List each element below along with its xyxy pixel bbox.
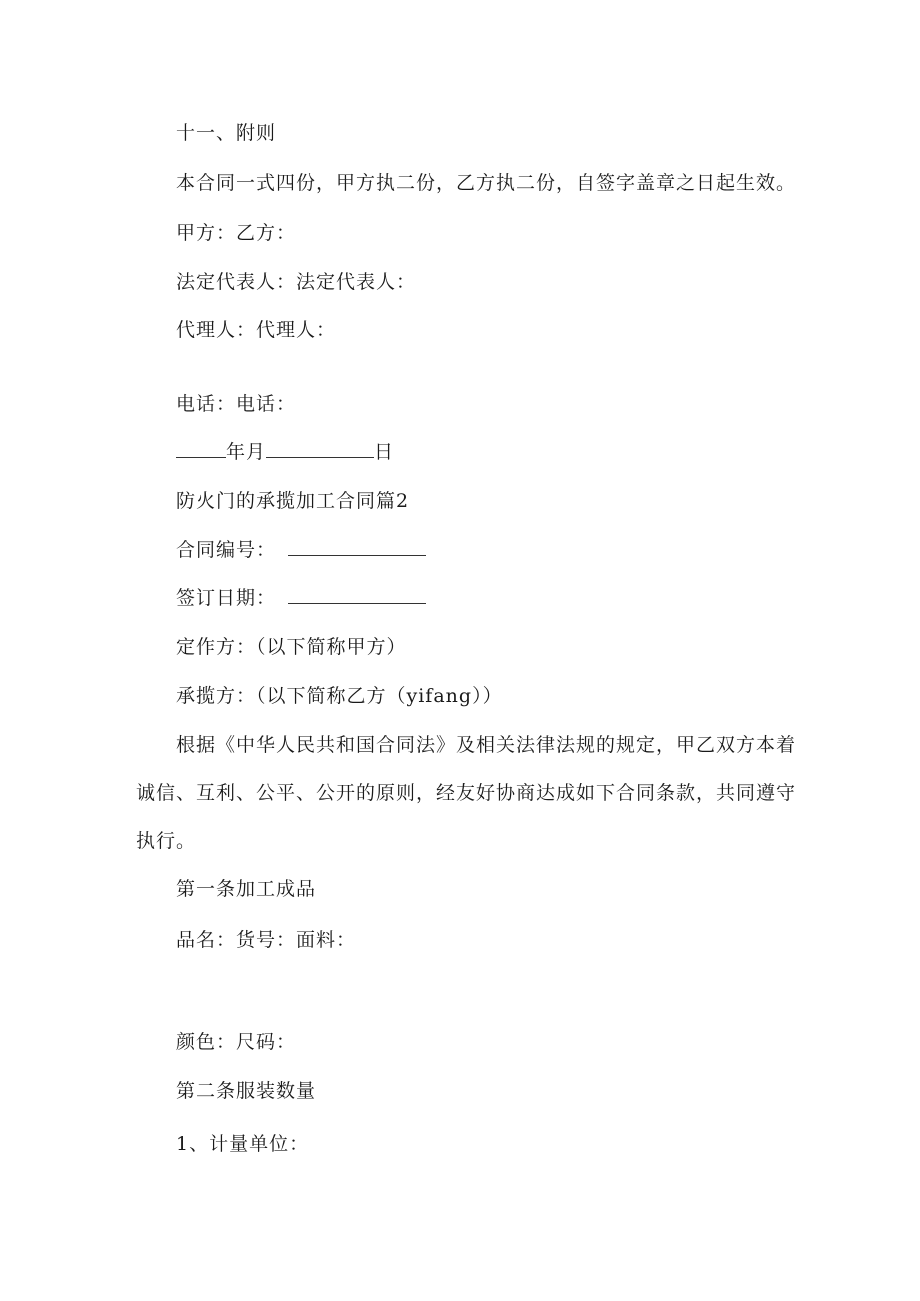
article1-heading: 第一条加工成品 [176,878,317,900]
parties-line: 甲方：乙方： [176,222,297,244]
section-title: 十一、附则 [176,122,277,144]
month-blank [266,441,374,458]
unit-line: 1、计量单位： [176,1133,310,1155]
contract-number-line [176,538,426,562]
day-label: 日 [374,441,395,463]
year-blank [176,441,226,458]
copies-clause: 本合同一式四份，甲方执二份，乙方执二份，自签字盖章之日起生效。 [176,172,797,194]
sign-date-label: 签订日期： [176,587,277,609]
contractor-line: 承揽方：（以下简称乙方（yifang）） [176,685,503,707]
date-line [176,440,394,464]
sign-date-blank [288,587,426,604]
preamble-paragraph: 根据《中华人民共和国合同法》及相关法律法规的规定，甲乙双方本着诚信、互利、公平、公开的原则，经友好协商达成如下合同条款，共同遵守执行。 [136,734,797,852]
phone-line: 电话：电话： [176,393,297,415]
legal-representative-line: 法定代表人：法定代表人： [176,271,417,293]
sign-date-line [176,586,426,610]
year-month-label: 年月 [226,441,267,463]
article2-heading: 第二条服装数量 [176,1080,317,1102]
ordering-party-line: 定作方：（以下简称甲方） [176,636,407,658]
contract2-title: 防火门的承揽加工合同篇2 [176,490,410,512]
agent-line: 代理人：代理人： [176,319,337,341]
contract-number-blank [288,539,426,556]
contract-number-label: 合同编号： [176,539,277,561]
product-fields-line: 品名：货号：面料： [176,929,357,951]
color-size-line: 颜色：尺码： [176,1031,297,1053]
